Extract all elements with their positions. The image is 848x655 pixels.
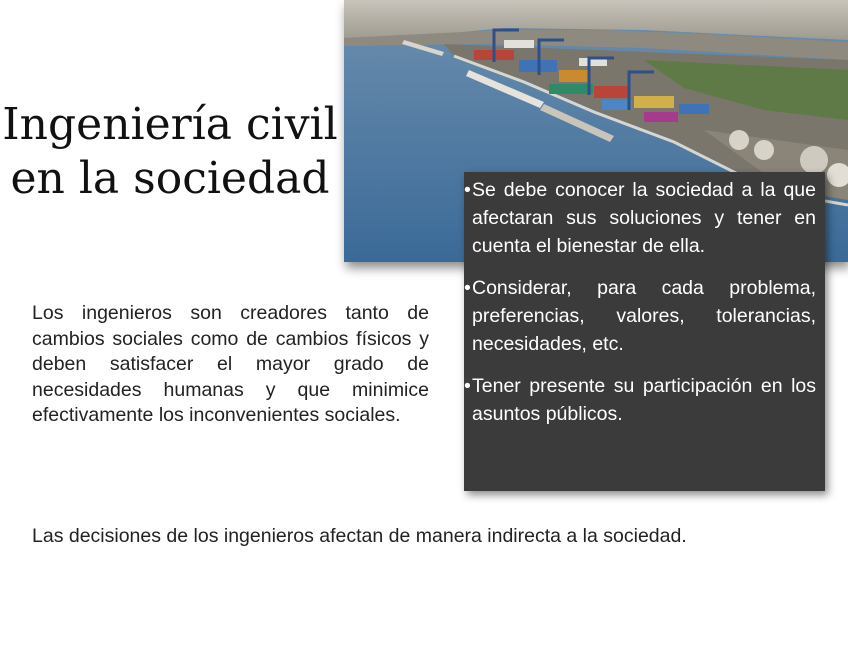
bullet-dot-icon: • (464, 277, 471, 299)
bullet-dot-icon: • (464, 179, 471, 201)
title-line-2: en la sociedad (10, 153, 330, 204)
bullet-text: Tener presente su participación en los asuntos públicos. (472, 375, 816, 425)
bullet-text: Considerar, para cada problema, preferencias, valores, tolerancias, necesidades, etc. (472, 277, 816, 355)
body-paragraph-1: Los ingenieros son creadores tanto de cambios sociales como de cambios físicos y deben satisfacer el mayor grado de necesidades humanas y que minimice efectivamente los inconvenientes sociales. (32, 302, 429, 426)
bullet-item (464, 176, 816, 260)
bullet-dot-icon: • (464, 375, 471, 397)
slide-title (0, 98, 340, 206)
title-line-1: Ingeniería civil (2, 99, 338, 150)
bullet-item (464, 372, 816, 428)
body-paragraph-2: Las decisiones de los ingenieros afectan de manera indirecta a la sociedad. (32, 525, 687, 547)
bullet-text: Se debe conocer la sociedad a la que afectaran sus soluciones y tener en cuenta el bienestar de ella. (472, 179, 816, 257)
bullet-item (464, 274, 816, 358)
bullet-box (464, 172, 825, 491)
